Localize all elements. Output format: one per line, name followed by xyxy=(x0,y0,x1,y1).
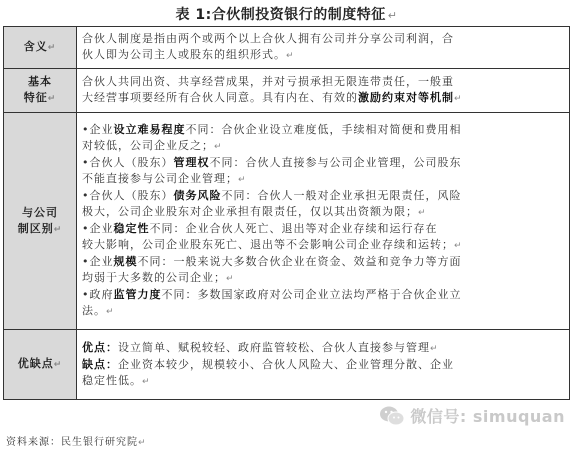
difference-item-cont: 均弱于大多数的公司企业；↵ xyxy=(82,271,235,284)
row-label-meaning: 含义↵ xyxy=(4,27,77,69)
difference-item-cont: 对较低，公司企业反之；↵ xyxy=(82,139,223,152)
difference-item: •企业稳定性不同：企业合伙人死亡、退出等对企业存续和运行存在 xyxy=(82,222,438,235)
meaning-line-1: 合伙人制度是指由两个或两个以上合伙人拥有公司并分享公司利润，合 xyxy=(82,32,454,45)
difference-item-cont: 法。↵ xyxy=(82,304,115,317)
feature-table xyxy=(3,26,570,400)
difference-item-cont: 较大影响，公司企业股东死亡、退出等不会影响公司企业存续和运转；↵ xyxy=(82,238,463,251)
table-row-pros-cons xyxy=(4,330,570,400)
difference-item: •企业设立难易程度不同：合伙企业设立难度低，手续相对简便和费用相 xyxy=(82,123,462,136)
difference-item-cont: 极大，公司企业股东对企业承担有限责任，仅以其出资额为限；↵ xyxy=(82,205,427,218)
table-title xyxy=(0,4,573,24)
watermark-text: 微信号: simuquan xyxy=(410,407,565,426)
table-row-basic-features xyxy=(4,69,570,113)
pros-line: 优点：设立简单、赋税较轻、政府监管较松、合伙人直接参与管理↵ xyxy=(82,340,439,354)
row-label-differences: 与公司 制区别↵ xyxy=(4,113,77,330)
basic-line-2: 大经营事项要经所有合伙人同意。具有内在、有效的激励约束对等机制↵ xyxy=(82,91,463,104)
difference-item-cont: 不能直接参与公司企业管理；↵ xyxy=(82,172,247,185)
source-note: 资料来源：民生银行研究院↵ xyxy=(6,437,147,448)
basic-line-1: 合伙人共同出资、共享经营成果，并对亏损承担无限连带责任，一般重 xyxy=(82,75,454,88)
difference-item: •合伙人（股东）债务风险不同：合伙人一般对企业承担无限责任，风险 xyxy=(82,189,462,202)
row-label-basic-features: 基本 特征↵ xyxy=(4,69,77,113)
difference-item: •合伙人（股东）管理权不同：合伙人直接参与公司企业管理，公司股东 xyxy=(82,156,462,169)
difference-item: •企业规模不同：一般来说大多数合伙企业在资金、效益和竞争力等方面 xyxy=(82,255,462,268)
cons-line: 缺点：企业资本较少，规模较小、合伙人风险大、企业管理分散、企业 xyxy=(82,357,454,371)
difference-item: •政府监管力度不同：多数国家政府对公司企业立法均严格于合伙企业立 xyxy=(82,288,462,301)
meaning-line-2: 伙人即为公司主人或股东的组织形式。↵ xyxy=(82,48,295,61)
table-row-differences xyxy=(4,113,570,330)
row-content-differences xyxy=(77,113,570,330)
row-label-pros-cons: 优缺点↵ xyxy=(4,330,77,400)
row-content-pros-cons xyxy=(77,330,570,400)
table-row-meaning xyxy=(4,27,570,69)
wechat-watermark xyxy=(379,404,565,427)
incentive-mechanism-emphasis: 激励约束对等机制 xyxy=(358,91,454,104)
wechat-logo-icon xyxy=(379,405,405,427)
cons-line-cont: 稳定性低。↵ xyxy=(82,373,151,387)
paragraph-mark-icon: ↵ xyxy=(387,9,398,22)
table-title-text: 表 1:合伙制投资银行的制度特征 xyxy=(175,7,386,23)
row-content-basic-features xyxy=(77,69,570,113)
row-content-meaning xyxy=(77,27,570,69)
